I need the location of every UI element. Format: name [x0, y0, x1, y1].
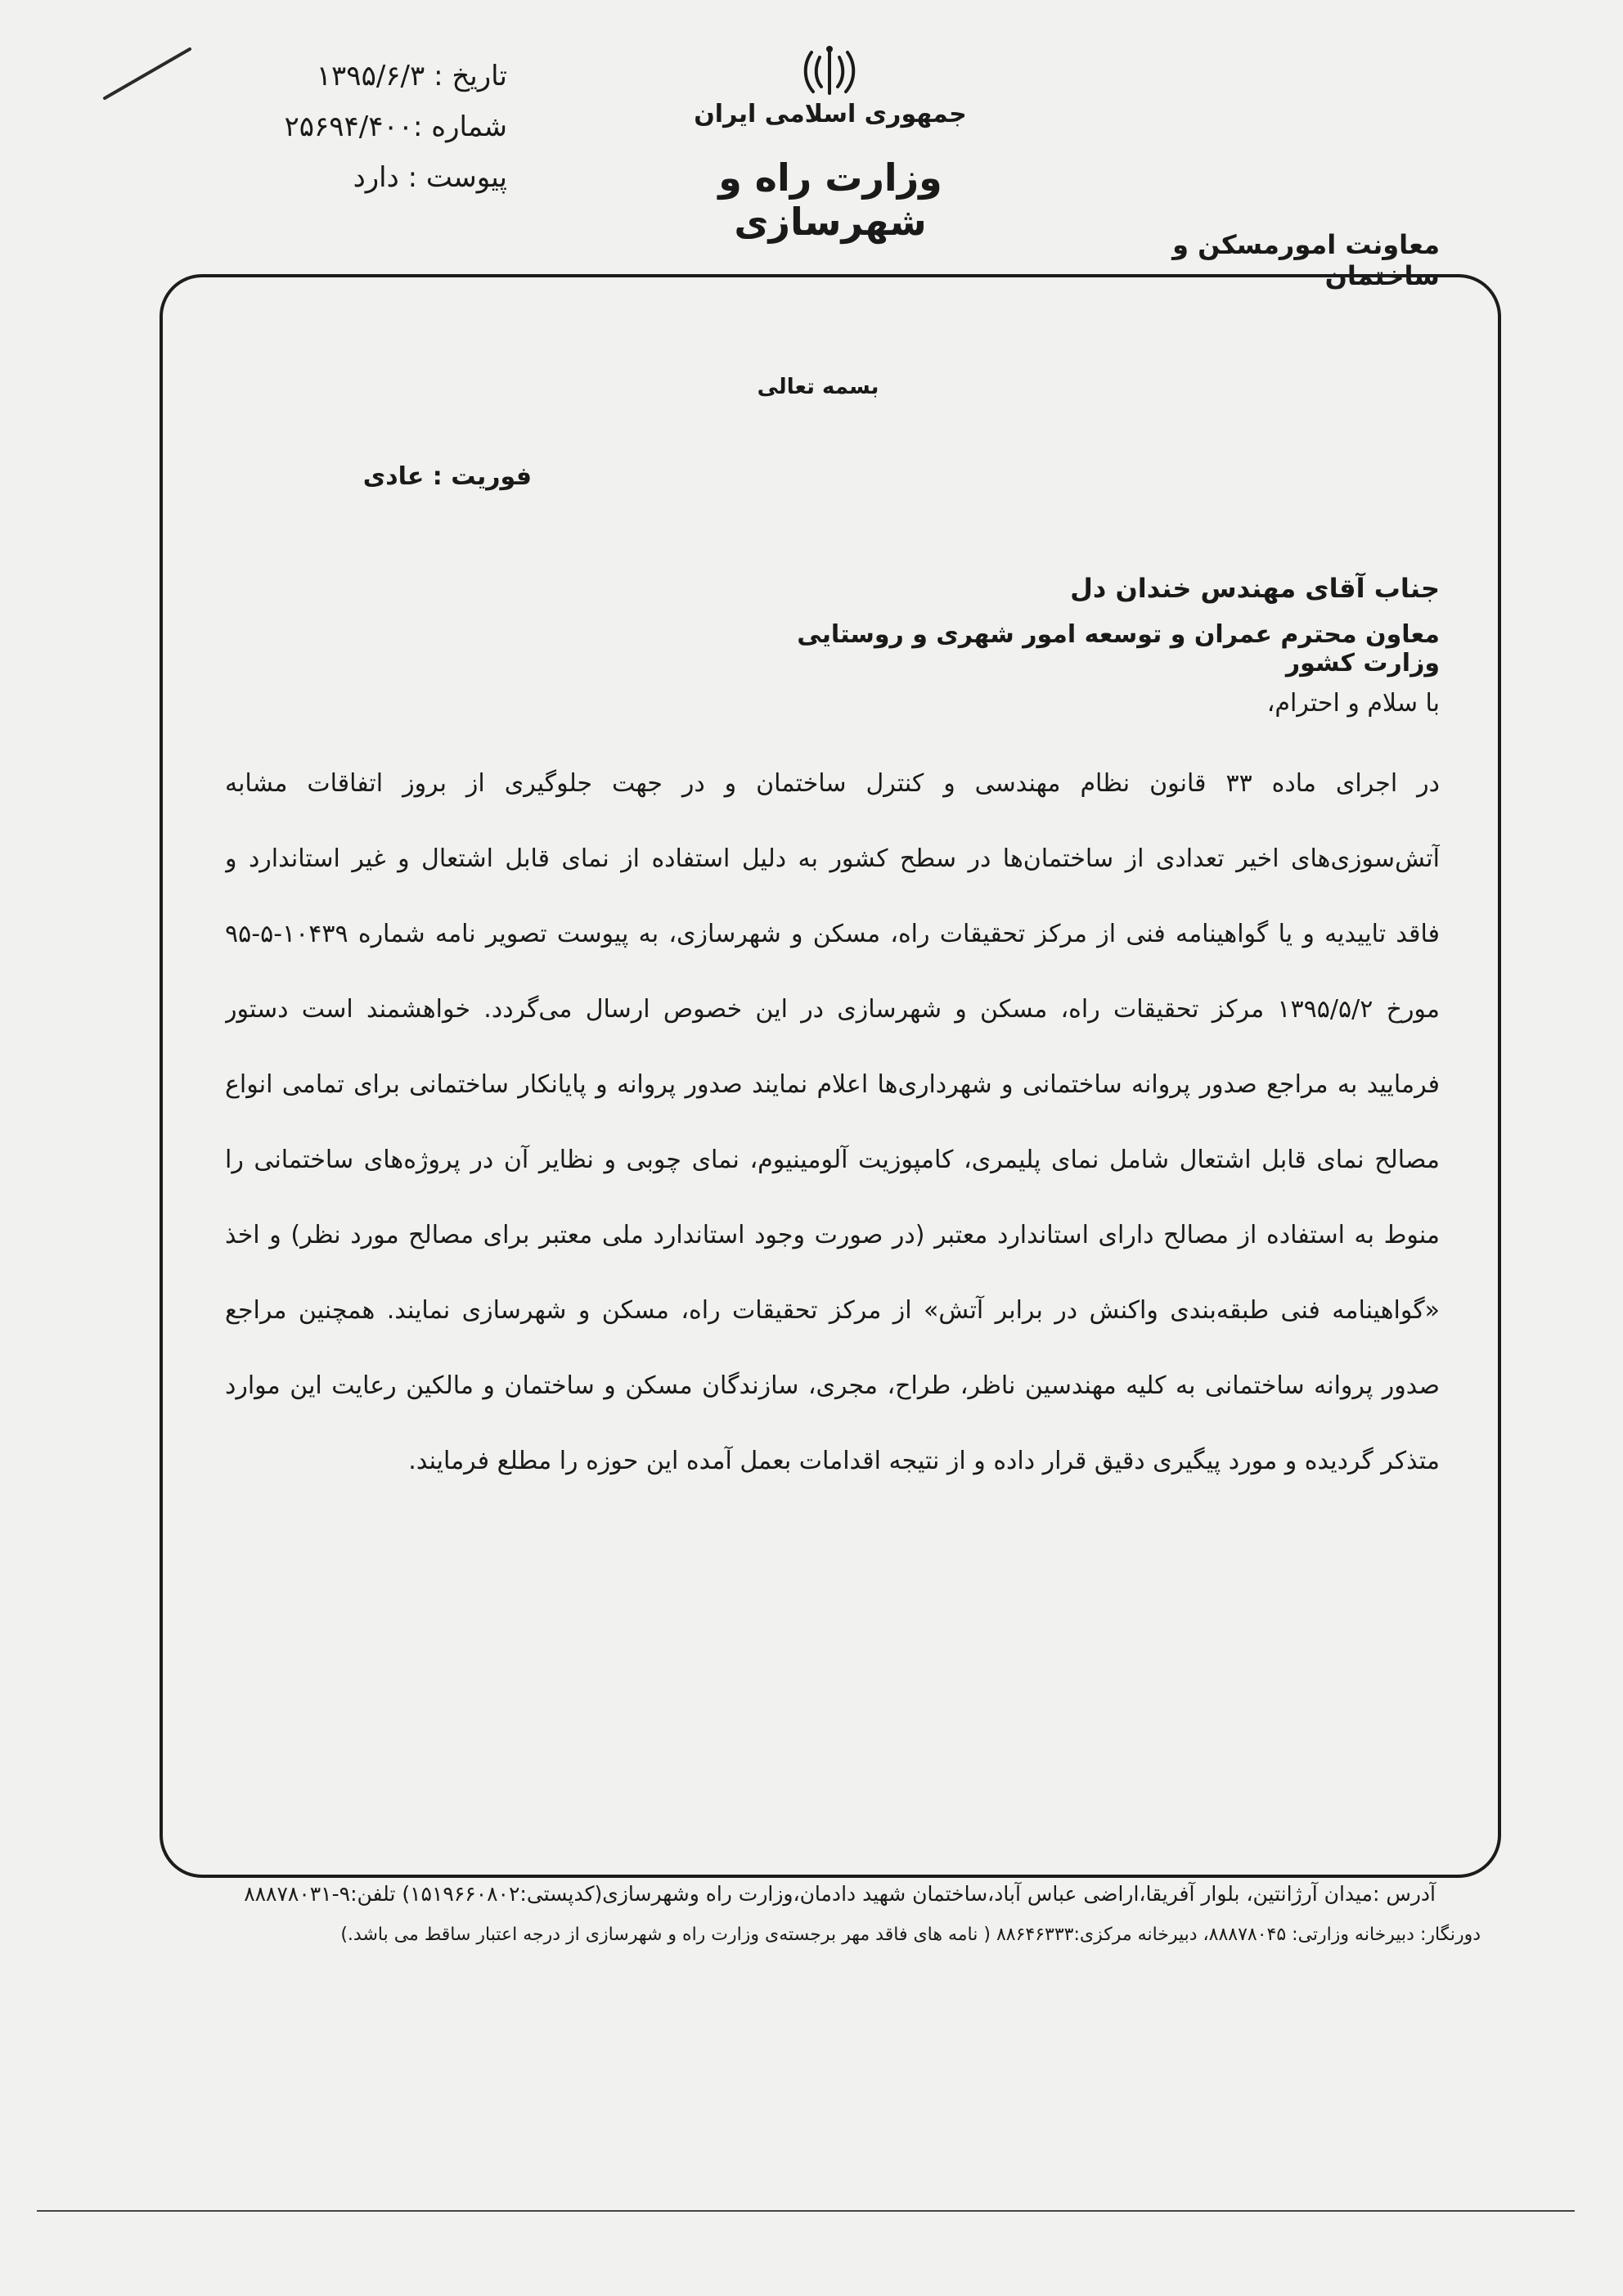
bottom-divider	[37, 2210, 1575, 2212]
footer-fax: دورنگار: دبیرخانه وزارتی: ۸۸۸۷۸۰۴۵، دبیرخانه مرکزی:۸۸۶۴۶۳۳۳ ( نامه های فاقد مهر برجسته‌ی وزارت راه و شهرسازی از درجه اعتبار ساقط می باشد.)	[340, 1925, 1481, 1945]
body-line: در اجرای ماده ۳۳ قانون نظام مهندسی و کنترل ساختمان و در جهت جلوگیری از بروز اتفاقات مشابه	[225, 769, 1440, 798]
letter-body	[225, 761, 1440, 1514]
letter-number: شماره :۲۵۶۹۴/۴۰۰	[284, 110, 507, 143]
body-line: فاقد تاییدیه و یا گواهینامه فنی از مرکز تحقیقات راه، مسکن و شهرسازی، به پیوست تصویر نامه شماره ۱۰۴۳۹-۵-۹۵	[225, 920, 1440, 948]
body-line: مورخ ۱۳۹۵/۵/۲ مرکز تحقیقات راه، مسکن و شهرسازی در این خصوص ارسال می‌گردد. خواهشمند است دستور	[225, 995, 1440, 1024]
recipient-title: معاون محترم عمران و توسعه امور شهری و روستایی وزارت کشور	[797, 620, 1440, 678]
body-line: منوط به استفاده از مصالح دارای استاندارد معتبر (در صورت وجود استاندارد ملی معتبر برای مصالح مورد نظر) و اخذ	[225, 1221, 1440, 1249]
deputy-title: معاونت امورمسکن و ساختمان	[1172, 229, 1440, 291]
body-line: فرمایید به مراجع صدور پروانه ساختمانی و شهرداری‌ها اعلام نمایند صدور پروانه و پایانکار ساختمانی برای تمامی انواع	[225, 1070, 1440, 1099]
body-line: صدور پروانه ساختمانی به کلیه مهندسین ناظر، طراح، مجری، سازندگان مسکن و ساختمان و مالکین رعایت این موارد	[225, 1371, 1440, 1400]
body-line: متذکر گردیده و مورد پیگیری دقیق قرار داده و از نتیجه اقدامات بعمل آمده این حوزه را مطلع فرمایند.	[408, 1447, 1440, 1475]
republic-title: جمهوری اسلامی ایران	[694, 100, 967, 128]
body-line: مصالح نمای قابل اشتعال شامل نمای پلیمری، کامپوزیت آلومینیوم، نمای چوبی و نظایر آن در پروژه‌های ساختمانی را	[225, 1146, 1440, 1174]
letter-meta	[270, 51, 507, 203]
body-line: آتش‌سوزی‌های اخیر تعدادی از ساختمان‌ها در سطح کشور به دلیل استفاده از نمای قابل اشتعال و غیر استاندارد و	[225, 844, 1440, 873]
letter-date: تاریخ : ۱۳۹۵/۶/۳	[316, 60, 507, 92]
urgency-label: فوریت : عادی	[362, 462, 532, 491]
body-line: «گواهینامه فنی طبقه‌بندی واکنش در برابر آتش» از مرکز تحقیقات راه، مسکن و شهرسازی نمایند. همچنین مراجع	[225, 1296, 1440, 1325]
pen-scratch-mark	[98, 41, 196, 106]
letter-attachment: پیوست : دارد	[353, 161, 507, 194]
ministry-title: وزارت راه و شهرسازی	[718, 155, 942, 244]
greeting: با سلام و احترام،	[1266, 689, 1440, 718]
emblem-of-iran-icon	[800, 43, 859, 101]
recipient-name: جناب آقای مهندس خندان دل	[1070, 573, 1440, 604]
basmala: بسمه تعالی	[757, 375, 879, 399]
footer-address: آدرس :میدان آرژانتین، بلوار آفریقا،اراضی عباس آباد،ساختمان شهید دادمان،وزارت راه وشهرسازی(کدپستی:۱۵۱۹۶۶۰۸۰۲) تلفن:۹-۸۸۸۷۸۰۳۱	[244, 1882, 1436, 1906]
